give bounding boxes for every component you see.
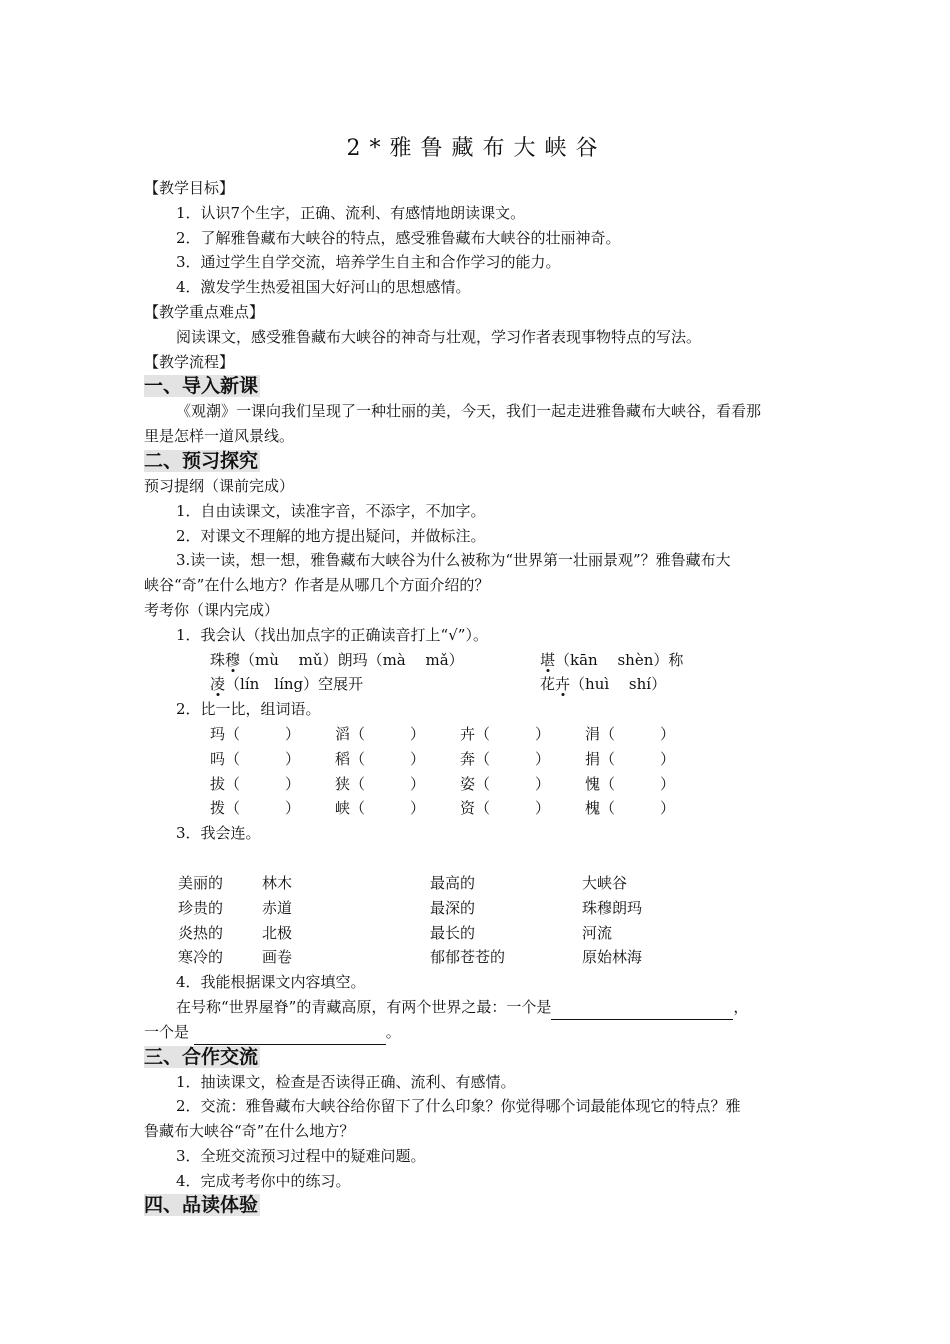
match-row xyxy=(144,871,809,896)
section-heading: 二、预习探究 xyxy=(144,449,259,472)
exchange-item: 1．抽读课文，检查是否读得正确、流利、有感情。 xyxy=(176,1072,516,1091)
outline-item: 峡谷“奇”在什么地方？作者是从哪几个方面介绍的？ xyxy=(144,576,490,595)
match-cell: 炎热的 xyxy=(178,923,224,942)
fill-blank-line: 在号称“世界屋脊”的青藏高原，有两个世界之最：一个是 ， xyxy=(144,995,809,1020)
exchange-item: 4．完成考考你中的练习。 xyxy=(176,1171,351,1190)
match-cell: 美丽的 xyxy=(178,873,224,892)
spacer xyxy=(144,846,809,871)
compare-cell: 卉（ ） xyxy=(460,724,551,743)
match-cell: 大峡谷 xyxy=(582,873,628,892)
exchange-item: 2．交流：雅鲁藏布大峡谷给你留下了什么印象？你觉得哪个词最能体现它的特点？雅 xyxy=(176,1097,741,1116)
pinyin-item: 珠穆（mù mǔ）朗玛（mà mǎ） xyxy=(210,650,464,669)
goal-item: 1．认识7个生字，正确、流利、有感情地朗读课文。 xyxy=(176,203,526,222)
blank-field[interactable] xyxy=(194,1027,386,1045)
compare-cell: 稻（ ） xyxy=(335,749,426,768)
compare-cell: 狭（ ） xyxy=(335,774,426,793)
pinyin-item: 堪（kān shèn）称 xyxy=(540,650,684,669)
compare-cell: 槐（ ） xyxy=(585,799,676,818)
match-cell: 寒冷的 xyxy=(178,948,224,967)
goal-item: 3．通过学生自学交流，培养学生自主和合作学习的能力。 xyxy=(176,253,561,272)
compare-row xyxy=(144,796,809,821)
match-cell: 最高的 xyxy=(430,873,476,892)
pinyin-row xyxy=(144,648,809,673)
match-cell: 最深的 xyxy=(430,898,476,917)
goal-item: 2．了解雅鲁藏布大峡谷的特点，感受雅鲁藏布大峡谷的壮丽神奇。 xyxy=(176,228,621,247)
key-points-heading: 【教学重点难点】 xyxy=(144,302,265,321)
outline-item: 3.读一读，想一想，雅鲁藏布大峡谷为什么被称为“世界第一壮丽景观”？雅鲁藏布大 xyxy=(176,551,731,570)
match-cell: 林木 xyxy=(262,873,293,892)
match-cell: 最长的 xyxy=(430,923,476,942)
match-cell: 郁郁苍苍的 xyxy=(430,948,506,967)
compare-cell: 奔（ ） xyxy=(460,749,551,768)
section-heading: 一、导入新课 xyxy=(144,375,259,398)
compare-cell: 滔（ ） xyxy=(335,724,426,743)
document-title: 2*雅鲁藏布大峡谷 xyxy=(346,136,607,161)
compare-cell: 资（ ） xyxy=(460,799,551,818)
goal-item: 4．激发学生热爱祖国大好河山的思想感情。 xyxy=(176,278,471,297)
compare-cell: 捐（ ） xyxy=(585,749,676,768)
compare-cell: 峡（ ） xyxy=(335,799,426,818)
key-points-text: 阅读课文，感受雅鲁藏布大峡谷的神奇与壮观，学习作者表现事物特点的写法。 xyxy=(176,327,702,346)
exercise-3: 3．我会连。 xyxy=(176,824,261,843)
compare-row xyxy=(144,722,809,747)
outline-item: 2．对课文不理解的地方提出疑问，并做标注。 xyxy=(176,526,486,545)
test-title: 考考你（课内完成） xyxy=(144,600,280,619)
match-cell: 珠穆朗玛 xyxy=(582,898,643,917)
match-cell: 原始林海 xyxy=(582,948,643,967)
outline-item: 1．自由读课文，读准字音，不添字，不加字。 xyxy=(176,501,486,520)
fill-blank-line: 一个是 。 xyxy=(144,1020,809,1045)
compare-cell: 拔（ ） xyxy=(210,774,301,793)
match-cell: 河流 xyxy=(582,923,613,942)
pinyin-item: 花卉（huì shí） xyxy=(540,675,667,694)
blank-field[interactable] xyxy=(551,1002,733,1020)
compare-cell: 涓（ ） xyxy=(585,724,676,743)
goals-heading: 【教学目标】 xyxy=(144,179,235,197)
match-row xyxy=(144,921,809,946)
match-row xyxy=(144,896,809,921)
outline-title: 预习提纲（课前完成） xyxy=(144,476,295,495)
compare-row xyxy=(144,772,809,797)
compare-cell: 姿（ ） xyxy=(460,774,551,793)
exercise-4: 4．我能根据课文内容填空。 xyxy=(176,973,366,992)
pinyin-item: 凌（lín líng）空展开 xyxy=(210,675,364,694)
exercise-2: 2．比一比，组词语。 xyxy=(176,700,321,719)
match-cell: 珍贵的 xyxy=(178,898,224,917)
exchange-item: 鲁藏布大峡谷“奇”在什么地方？ xyxy=(144,1122,355,1141)
intro-text: 里是怎样一道风景线。 xyxy=(144,427,295,446)
compare-cell: 吗（ ） xyxy=(210,749,301,768)
document-page xyxy=(144,130,809,1218)
exercise-1: 1．我会认（找出加点字的正确读音打上“√”）。 xyxy=(176,625,488,644)
compare-row xyxy=(144,747,809,772)
process-heading: 【教学流程】 xyxy=(144,352,235,371)
section-heading: 三、合作交流 xyxy=(144,1045,259,1068)
compare-cell: 愧（ ） xyxy=(585,774,676,793)
section-heading: 四、品读体验 xyxy=(144,1194,259,1217)
match-cell: 画卷 xyxy=(262,948,293,967)
compare-cell: 拨（ ） xyxy=(210,799,301,818)
intro-text: 《观潮》一课向我们呈现了一种壮丽的美，今天，我们一起走进雅鲁藏布大峡谷，看看那 xyxy=(176,402,762,421)
exchange-item: 3．全班交流预习过程中的疑难问题。 xyxy=(176,1146,426,1165)
pinyin-row xyxy=(144,672,809,697)
match-row xyxy=(144,945,809,970)
match-cell: 赤道 xyxy=(262,898,293,917)
compare-cell: 玛（ ） xyxy=(210,724,301,743)
match-cell: 北极 xyxy=(262,923,293,942)
